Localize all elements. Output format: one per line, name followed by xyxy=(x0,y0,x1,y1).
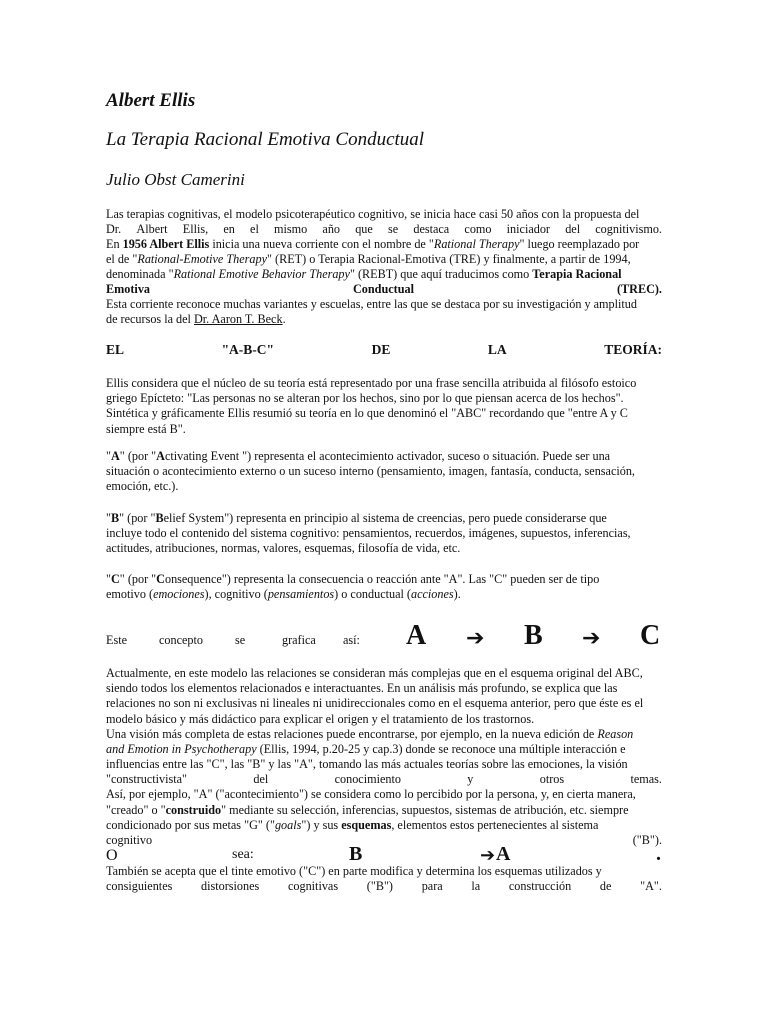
bold-text: (TREC). xyxy=(616,282,662,296)
text: " (RET) o Terapia Racional-Emotiva (TRE) y finalmente, a partir de 1994, xyxy=(267,252,631,266)
byline: Julio Obst Camerini xyxy=(106,170,245,189)
text-line xyxy=(106,727,662,742)
bold-text: Emotiva xyxy=(106,282,151,296)
word: cognitivismo. xyxy=(595,222,662,236)
word: ("B") xyxy=(366,879,393,894)
word: del xyxy=(253,772,269,787)
text: " (por " xyxy=(119,572,157,586)
text: onsequence") representa la consecuencia o reacción ante "A". Las "C" pueden ser de tipo xyxy=(164,572,600,586)
bold-text: C xyxy=(110,572,120,586)
word: Ellis, xyxy=(182,222,209,236)
bold-text: C xyxy=(156,572,165,586)
text: En xyxy=(106,237,123,251)
text-line: Sintética y gráficamente Ellis resumió su teoría en lo que denominó el "ABC" recordando que "entre A y C xyxy=(106,406,628,421)
beck-link[interactable]: Dr. Aaron T. Beck xyxy=(194,312,283,326)
word: en xyxy=(223,222,235,236)
paragraph-c xyxy=(106,572,662,602)
word: para xyxy=(421,879,443,894)
italic-text: Reason xyxy=(597,726,634,741)
italic-text: emociones xyxy=(153,587,205,602)
word: consiguientes xyxy=(106,879,173,894)
paragraph-b xyxy=(106,511,662,557)
text-line xyxy=(106,511,662,526)
bold-text: esquemas xyxy=(341,817,392,832)
text: " xyxy=(106,511,111,525)
word: como xyxy=(464,222,492,236)
italic-text: acciones xyxy=(411,587,454,602)
word: mismo xyxy=(274,222,308,236)
text-line xyxy=(106,587,662,602)
abc-diagram xyxy=(106,620,662,654)
paragraph-ellis-epicteto xyxy=(106,376,662,437)
text: de recursos la del xyxy=(106,312,194,326)
word: ("B"). xyxy=(632,833,662,848)
text: " luego reemplazado por xyxy=(519,237,640,251)
word: que xyxy=(355,222,373,236)
text: "creado" o " xyxy=(106,802,166,817)
word: "A". xyxy=(640,879,662,894)
word: cognitivo xyxy=(106,833,153,848)
right-arrow-icon: ➔ xyxy=(480,845,496,865)
word: destaca xyxy=(413,222,450,236)
text: " mediante su selección, inferencias, supuestos, sistemas de atribución, etc. siempre xyxy=(221,802,629,817)
paragraph-current-model xyxy=(106,666,662,848)
word: año xyxy=(322,222,341,236)
italic-text: goals xyxy=(274,817,302,832)
heading-word: DE xyxy=(371,342,391,357)
word: construcción xyxy=(508,879,572,894)
text-line: emoción, etc.). xyxy=(106,479,179,494)
text: " xyxy=(106,572,111,586)
text-line xyxy=(106,252,662,267)
word: sea: xyxy=(232,847,254,862)
right-arrow-icon: ➔ xyxy=(582,625,601,650)
text: " (por " xyxy=(119,449,157,463)
abc-letter-c: C xyxy=(640,620,661,651)
word: se xyxy=(235,633,246,647)
word: conocimiento xyxy=(334,772,401,787)
section-heading xyxy=(106,342,662,358)
text-line-justified xyxy=(106,222,662,237)
text: emotivo ( xyxy=(106,587,154,602)
text-line-justified xyxy=(106,879,662,894)
paragraph-emotive-tint xyxy=(106,864,662,894)
text: elief System") representa en principio al sistema de creencias, pero puede considerarse que xyxy=(163,511,607,525)
word: Este xyxy=(106,633,127,647)
text-line: Las terapias cognitivas, el modelo psicoterapéutico cognitivo, se inicia hace casi 50 años con la propuesta del xyxy=(106,207,640,221)
text: Una visión más completa de estas relaciones puede encontrarse, por ejemplo, en la nueva edición de xyxy=(106,726,598,741)
text-line: Actualmente, en este modelo las relaciones se consideran más complejas que en el esquema original del ABC, xyxy=(106,666,643,680)
heading-word: EL xyxy=(106,342,125,357)
word: así: xyxy=(343,633,360,647)
word: concepto xyxy=(159,633,203,647)
right-arrow-icon: ➔ xyxy=(466,625,485,650)
author-title: Albert Ellis xyxy=(106,90,196,111)
bold-text: A xyxy=(156,449,165,463)
text-line xyxy=(106,449,662,464)
text: ctivating Event ") representa el acontecimiento activador, suceso o situación. Puede ser una xyxy=(164,449,611,463)
bold-text: Terapia Racional xyxy=(532,267,622,281)
bold-text: Conductual xyxy=(353,282,414,296)
document-title: La Terapia Racional Emotiva Conductual xyxy=(106,129,425,150)
heading-word: LA xyxy=(487,342,507,357)
word: cognitivas xyxy=(287,879,339,894)
bold-text: A xyxy=(110,449,120,463)
text-line: Así, por ejemplo, "A" ("acontecimiento") se considera como lo percibido por la persona, y, en cierta manera, xyxy=(106,787,636,802)
word: otros xyxy=(539,772,565,787)
period: . xyxy=(656,843,661,865)
text-line: modelo básico y más didáctico para explicar el origen y el tratamiento de los trastornos. xyxy=(106,711,535,726)
text: " (por " xyxy=(119,511,156,525)
text-line xyxy=(106,572,662,587)
text: el de " xyxy=(106,252,138,266)
word: y xyxy=(467,772,474,787)
osea-letter-a: A xyxy=(496,843,511,865)
word: del xyxy=(565,222,581,236)
text-line: influencias entre las "C", las "B" y las "A", tomando las más actuales teorías sobre las emociones, la visión xyxy=(106,757,628,772)
word: el xyxy=(250,222,259,236)
text-line: situación o acontecimiento externo o un suceso interno (pensamiento, imagen, fantasía, conducta, sensación, xyxy=(106,464,635,479)
text: inicia una nueva corriente con el nombre de " xyxy=(209,237,434,251)
bold-text: B xyxy=(110,511,120,525)
word: la xyxy=(471,879,481,894)
text: " xyxy=(106,449,111,463)
word: "constructivista" xyxy=(106,772,188,787)
text-line xyxy=(106,237,662,252)
text: ). xyxy=(453,587,461,602)
text-line: relaciones no son ni exclusivas ni lineales ni unidireccionales como en el esquema anterior, pero que éste es el xyxy=(106,696,644,711)
text-line-justified xyxy=(106,282,662,297)
text: " (REBT) que aquí traducimos como xyxy=(349,267,533,281)
text-line xyxy=(106,312,662,327)
text-line: También se acepta que el tinte emotivo ("C") en parte modifica y determina los esquemas utilizados y xyxy=(106,864,602,878)
text-line: siendo todos los elementos relacionados e interactuantes. En un análisis más profundo, se explica que las xyxy=(106,681,618,696)
text: ) o conductual ( xyxy=(334,587,411,602)
text: condicionado por sus metas "G" (" xyxy=(106,817,275,832)
word: se xyxy=(388,222,399,236)
word: O xyxy=(106,847,118,864)
italic-text: pensamientos xyxy=(267,587,335,602)
text-line-justified xyxy=(106,772,662,787)
text-line xyxy=(106,742,662,757)
bold-text: 1956 Albert Ellis xyxy=(122,237,210,251)
italic-text: Rational-Emotive Therapy xyxy=(137,252,268,266)
paragraph-a xyxy=(106,449,662,495)
text-line: Esta corriente reconoce muchas variantes y escuelas, entre las que se destaca por su investigación y amplitud xyxy=(106,297,637,311)
word: Albert xyxy=(136,222,168,236)
text-line: incluye todo el contenido del sistema cognitivo: pensamientos, recuerdos, imágenes, supuestos, inferencias, xyxy=(106,526,631,541)
bold-text: B xyxy=(155,511,164,525)
abc-letter-b: B xyxy=(524,620,543,651)
text: . xyxy=(282,312,286,326)
text-line xyxy=(106,803,662,818)
italic-text: Rational Therapy xyxy=(433,237,520,251)
text: ") y sus xyxy=(301,817,342,832)
text: denominada " xyxy=(106,267,174,281)
text: (Ellis, 1994, p.20-25 y cap.3) donde se reconoce una múltiple interacción e xyxy=(256,742,626,757)
word: temas. xyxy=(630,772,662,787)
text-line xyxy=(106,267,662,282)
heading-word: TEORÍA: xyxy=(604,342,662,357)
intro-paragraph xyxy=(106,207,662,327)
text-line: siempre está B". xyxy=(106,421,186,436)
text: ), cognitivo ( xyxy=(204,587,268,602)
text: , elementos estos pertenecientes al sistema xyxy=(391,817,599,832)
word: iniciador xyxy=(506,222,550,236)
text-line: griego Epícteto: "Las personas no se alteran por los hechos, sino por lo que piensan acerca de los hechos". xyxy=(106,391,624,406)
text-line xyxy=(106,818,662,833)
bold-text: construido xyxy=(165,802,222,817)
word: distorsiones xyxy=(201,879,260,894)
word: grafica xyxy=(282,633,316,647)
text-line: actitudes, atribuciones, normas, valores, esquemas, filosofía de vida, etc. xyxy=(106,541,461,556)
text-line: Ellis considera que el núcleo de su teoría está representado por una frase sencilla atribuida al filósofo estoico xyxy=(106,376,637,390)
abc-letter-a: A xyxy=(406,620,427,651)
word: de xyxy=(599,879,612,894)
italic-text: Rational Emotive Behavior Therapy xyxy=(173,267,350,281)
word: Dr. xyxy=(106,222,122,236)
osea-letter-b: B xyxy=(349,843,363,865)
heading-word: "A-B-C" xyxy=(221,342,275,357)
italic-text: and Emotion in Psychotherapy xyxy=(106,742,257,757)
